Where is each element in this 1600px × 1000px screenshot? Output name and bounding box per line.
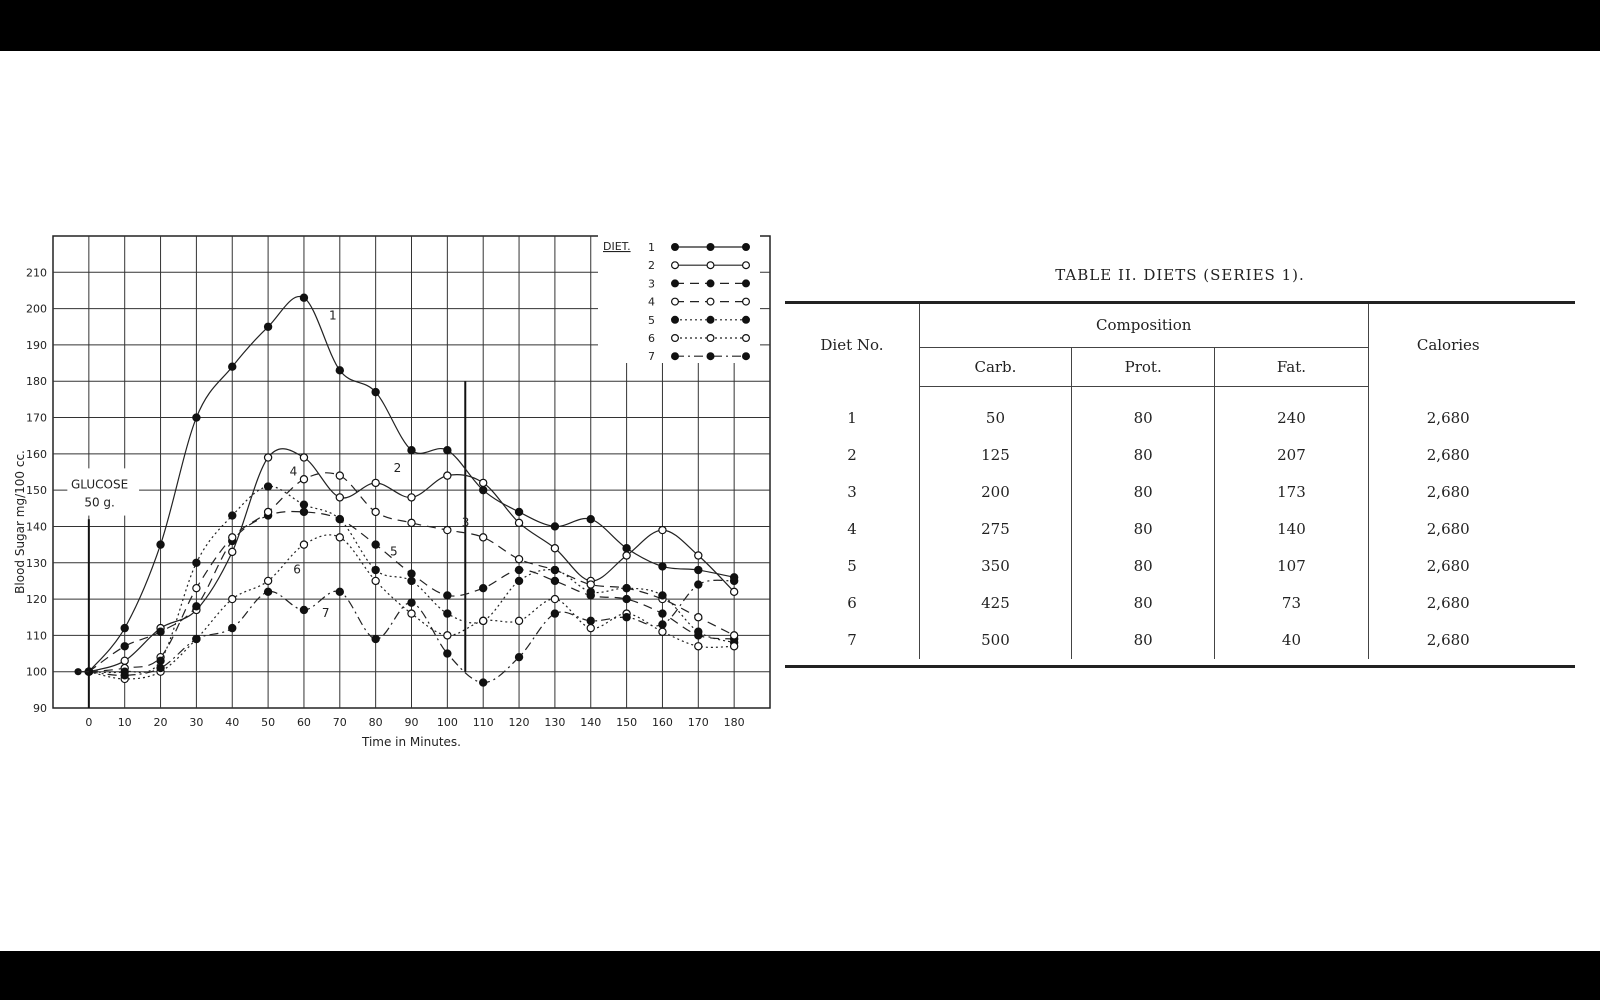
data-point (336, 516, 343, 523)
data-point (731, 643, 738, 650)
x-tick-label: 170 (687, 716, 709, 729)
table-row (785, 622, 1528, 659)
data-point (265, 577, 272, 584)
data-point (623, 595, 630, 602)
data-point (480, 534, 487, 541)
x-tick-label: 10 (117, 716, 132, 729)
header-diet-no: Diet No. (820, 336, 884, 354)
cell-prot: 80 (1071, 437, 1214, 474)
data-point (300, 606, 307, 613)
cell-calories: 2,680 (1368, 474, 1528, 511)
data-point (623, 545, 630, 552)
data-point (408, 570, 415, 577)
data-point (515, 519, 522, 526)
data-point (551, 545, 558, 552)
legend-marker (672, 335, 679, 342)
data-point (372, 389, 379, 396)
data-point (265, 588, 272, 595)
data-point (515, 654, 522, 661)
data-point (587, 625, 594, 632)
cell-fat: 173 (1215, 474, 1368, 511)
data-point (587, 617, 594, 624)
cell-diet: 7 (847, 631, 857, 649)
cell-calories: 2,680 (1368, 548, 1528, 585)
data-point (229, 625, 236, 632)
x-axis-label: Time in Minutes. (362, 735, 461, 749)
legend-marker (743, 335, 750, 342)
data-point (121, 625, 128, 632)
x-tick-label: 110 (472, 716, 494, 729)
data-point (731, 632, 738, 639)
legend-marker (672, 353, 679, 360)
data-point (229, 512, 236, 519)
legend-title: DIET. (603, 240, 631, 253)
data-point (480, 617, 487, 624)
cell-fat: 107 (1215, 548, 1368, 585)
table-bottom-rule (785, 665, 1575, 668)
data-point (444, 472, 451, 479)
x-tick-label: 20 (153, 716, 168, 729)
data-point (372, 566, 379, 573)
x-tick-label: 60 (296, 716, 311, 729)
data-point (193, 414, 200, 421)
legend-marker (707, 262, 714, 269)
data-point (157, 541, 164, 548)
data-point (193, 559, 200, 566)
data-point (551, 610, 558, 617)
data-point (731, 577, 738, 584)
cell-prot: 80 (1071, 585, 1214, 622)
data-point (300, 508, 307, 515)
y-tick-label: 140 (26, 520, 47, 534)
data-point (587, 588, 594, 595)
data-point (695, 628, 702, 635)
diets-table-section (785, 266, 1575, 668)
data-point (300, 476, 307, 483)
cell-prot: 80 (1071, 386, 1214, 437)
data-point (515, 508, 522, 515)
data-point (372, 635, 379, 642)
data-point (229, 363, 236, 370)
data-point (265, 323, 272, 330)
data-point (659, 592, 666, 599)
data-point (408, 577, 415, 584)
cell-prot: 80 (1071, 474, 1214, 511)
diets-table-body (785, 386, 1528, 659)
data-point (300, 501, 307, 508)
cell-diet: 6 (847, 594, 857, 612)
y-tick-label: 200 (26, 302, 47, 316)
table-title: TABLE II. DIETS (SERIES 1). (1055, 266, 1305, 284)
y-tick-label: 100 (26, 665, 47, 679)
header-prot: Prot. (1071, 347, 1214, 386)
x-tick-label: 100 (436, 716, 458, 729)
data-point (515, 577, 522, 584)
data-point (480, 679, 487, 686)
data-point (695, 566, 702, 573)
data-point (157, 628, 164, 635)
legend-marker (707, 244, 714, 251)
y-tick-label: 210 (26, 266, 47, 280)
cell-calories: 2,680 (1368, 511, 1528, 548)
y-tick-label: 160 (26, 447, 47, 461)
legend-label-5: 5 (648, 313, 655, 327)
header-composition: Composition (919, 304, 1368, 347)
legend-bg (598, 235, 760, 363)
data-point (480, 487, 487, 494)
data-point (336, 588, 343, 595)
data-point (731, 588, 738, 595)
legend-marker (743, 298, 750, 305)
data-point (695, 614, 702, 621)
y-tick-label: 150 (26, 484, 47, 498)
data-point (587, 516, 594, 523)
data-point (480, 479, 487, 486)
cell-fat: 240 (1215, 386, 1368, 437)
data-point (695, 581, 702, 588)
legend-label-2: 2 (648, 259, 655, 273)
series-label: 5 (389, 544, 398, 559)
data-point (659, 628, 666, 635)
chart-legend (598, 235, 760, 363)
cell-prot: 80 (1071, 511, 1214, 548)
cell-carb: 125 (919, 437, 1071, 474)
x-tick-label: 130 (544, 716, 566, 729)
legend-marker (743, 244, 750, 251)
legend-marker (707, 335, 714, 342)
series-label: 2 (393, 461, 402, 475)
data-point (587, 581, 594, 588)
table-row (785, 585, 1528, 622)
data-point (408, 519, 415, 526)
cell-prot: 80 (1071, 548, 1214, 585)
header-fat: Fat. (1215, 347, 1368, 386)
data-point (695, 643, 702, 650)
legend-label-7: 7 (648, 350, 655, 364)
data-point (157, 664, 164, 671)
cell-fat: 140 (1215, 511, 1368, 548)
x-tick-label: 160 (651, 716, 673, 729)
series-label: 3 (461, 515, 470, 530)
cell-prot: 80 (1071, 622, 1214, 659)
data-point (659, 610, 666, 617)
cell-diet: 4 (847, 520, 857, 538)
data-point (121, 657, 128, 664)
cell-carb: 350 (919, 548, 1071, 585)
table-row (785, 437, 1528, 474)
data-point (659, 563, 666, 570)
legend-marker (743, 316, 750, 323)
cell-diet: 2 (847, 446, 857, 464)
cell-carb: 500 (919, 622, 1071, 659)
data-point (336, 472, 343, 479)
series-label: 4 (289, 464, 298, 479)
cell-diet: 5 (847, 557, 857, 575)
data-point (444, 610, 451, 617)
data-point (408, 599, 415, 606)
data-point (121, 643, 128, 650)
table-row (785, 474, 1528, 511)
data-point (480, 585, 487, 592)
legend-label-3: 3 (648, 277, 655, 291)
cell-calories: 2,680 (1368, 585, 1528, 622)
table-row (785, 386, 1528, 437)
legend-marker (707, 353, 714, 360)
legend-marker (707, 298, 714, 305)
cell-fat: 73 (1215, 585, 1368, 622)
x-tick-label: 180 (723, 716, 745, 729)
data-point (193, 603, 200, 610)
y-tick-label: 90 (33, 702, 47, 715)
data-point (193, 635, 200, 642)
y-tick-label: 130 (26, 556, 47, 570)
data-point (229, 548, 236, 555)
cell-carb: 50 (919, 386, 1071, 437)
data-point (551, 523, 558, 530)
data-point (515, 617, 522, 624)
y-tick-label: 170 (26, 411, 47, 425)
legend-marker (672, 316, 679, 323)
legend-marker (707, 316, 714, 323)
data-point (444, 447, 451, 454)
x-tick-label: 40 (225, 716, 240, 729)
cell-diet: 3 (847, 483, 857, 501)
y-tick-label: 110 (26, 629, 47, 643)
y-tick-label: 190 (26, 338, 47, 352)
data-point (300, 294, 307, 301)
x-tick-label: 90 (404, 716, 419, 729)
data-point (408, 610, 415, 617)
data-point (372, 479, 379, 486)
data-point (229, 595, 236, 602)
legend-label-4: 4 (648, 295, 655, 309)
data-point (336, 494, 343, 501)
data-point (336, 534, 343, 541)
y-axis-label: Blood Sugar mg/100 cc. (13, 450, 27, 594)
table-row (785, 548, 1528, 585)
legend-marker (743, 262, 750, 269)
series-label: 7 (321, 606, 330, 621)
data-point (444, 650, 451, 657)
data-point (444, 526, 451, 533)
data-point (623, 614, 630, 621)
data-point (444, 632, 451, 639)
data-point (157, 657, 164, 664)
cell-calories: 2,680 (1368, 437, 1528, 474)
cell-carb: 200 (919, 474, 1071, 511)
data-point (623, 585, 630, 592)
cell-carb: 425 (919, 585, 1071, 622)
data-point (121, 672, 128, 679)
cell-calories: 2,680 (1368, 622, 1528, 659)
cell-fat: 207 (1215, 437, 1368, 474)
data-point (408, 494, 415, 501)
data-point (444, 592, 451, 599)
data-point (551, 566, 558, 573)
y-tick-label: 120 (26, 593, 47, 607)
data-point (551, 595, 558, 602)
legend-label-1: 1 (648, 241, 655, 254)
legend-marker (672, 262, 679, 269)
cell-carb: 275 (919, 511, 1071, 548)
cell-diet: 1 (847, 408, 857, 427)
cell-calories: 2,680 (1368, 386, 1528, 437)
data-point (515, 556, 522, 563)
data-point (515, 566, 522, 573)
legend-marker (707, 280, 714, 287)
x-tick-label: 50 (261, 716, 276, 729)
x-tick-label: 80 (368, 716, 383, 729)
document-page (0, 51, 1600, 951)
glucose-annotation: GLUCOSE (71, 477, 129, 492)
cell-fat: 40 (1215, 622, 1368, 659)
data-point (265, 508, 272, 515)
x-tick-label: 120 (508, 716, 530, 729)
data-point (265, 483, 272, 490)
data-point (336, 367, 343, 374)
glucose-dose-annotation: 50 g. (84, 495, 115, 510)
data-point (229, 534, 236, 541)
x-tick-label: 140 (580, 716, 602, 729)
data-point (408, 447, 415, 454)
data-point (659, 621, 666, 628)
series-label: 6 (293, 562, 301, 577)
legend-marker (672, 280, 679, 287)
x-tick-label: 70 (332, 716, 347, 729)
data-point (551, 577, 558, 584)
legend-label-6: 6 (648, 332, 655, 345)
data-point (193, 585, 200, 592)
legend-marker (743, 353, 750, 360)
x-tick-label: 150 (616, 716, 638, 729)
legend-marker (743, 280, 750, 287)
data-point (300, 454, 307, 461)
blood-sugar-chart (0, 51, 780, 751)
table-row (785, 511, 1528, 548)
data-point (659, 526, 666, 533)
data-point (265, 454, 272, 461)
data-point (623, 552, 630, 559)
x-tick-label: 30 (189, 716, 204, 729)
header-calories: Calories (1368, 304, 1528, 386)
data-point (372, 577, 379, 584)
y-tick-label: 180 (26, 375, 47, 389)
data-point (695, 552, 702, 559)
header-carb: Carb. (919, 347, 1071, 386)
legend-marker (672, 244, 679, 251)
series-label: 1 (329, 308, 337, 323)
data-point (300, 541, 307, 548)
legend-marker (672, 298, 679, 305)
diets-table (785, 304, 1528, 659)
data-point (372, 541, 379, 548)
x-tick-label: 0 (85, 716, 93, 729)
data-point (372, 508, 379, 515)
